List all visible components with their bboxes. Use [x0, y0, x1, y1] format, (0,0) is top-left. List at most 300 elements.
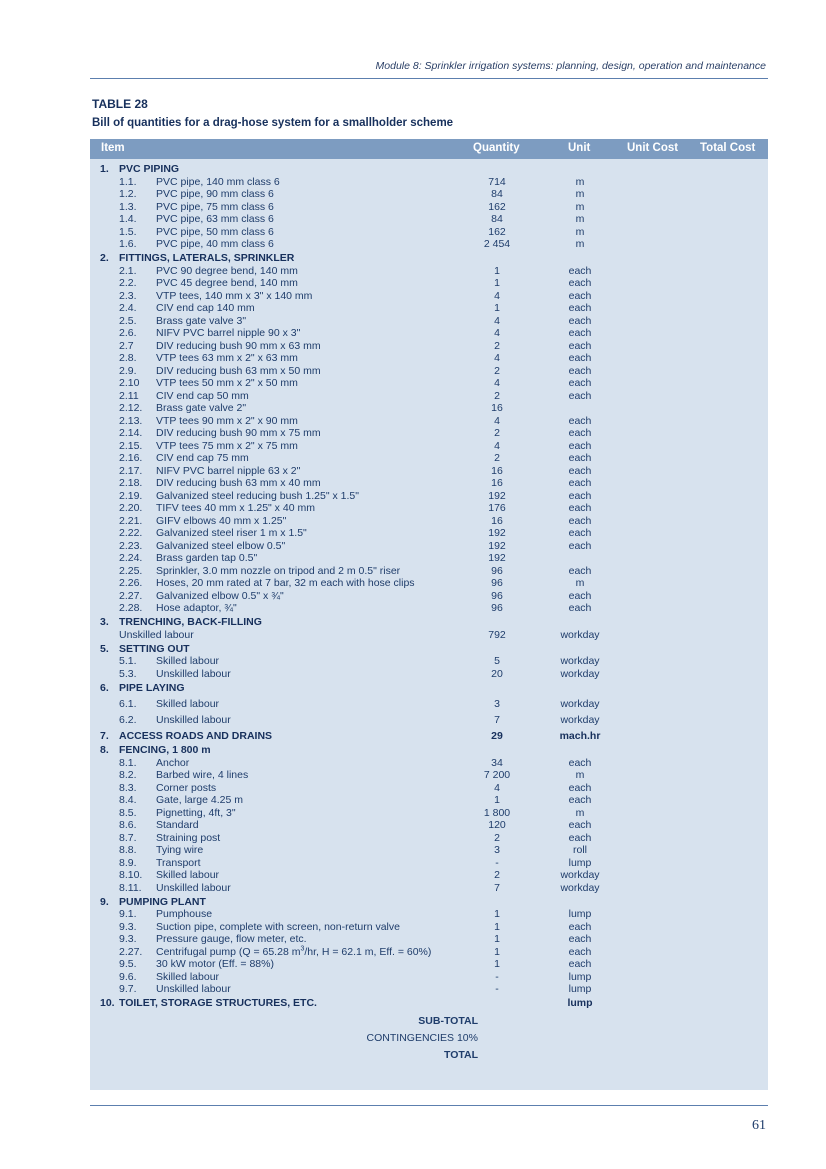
- row-quantity: 96: [491, 564, 503, 577]
- table-row: [90, 971, 768, 984]
- section-quantity: 29: [491, 730, 503, 742]
- row-unit: workday: [560, 714, 600, 726]
- row-number: 2.27.: [119, 945, 143, 958]
- table-row: [90, 390, 768, 403]
- row-number: 2.2.: [119, 277, 137, 289]
- table-row: [90, 452, 768, 465]
- row-unit: m: [575, 213, 585, 225]
- table-row: [90, 188, 768, 201]
- row-unit: each: [568, 352, 592, 364]
- row-number: 9.1.: [119, 908, 137, 920]
- row-description: GIFV elbows 40 mm x 1.25": [156, 514, 287, 527]
- table-row: [90, 277, 768, 290]
- table-row: [90, 515, 768, 528]
- section-heading: [90, 730, 768, 743]
- row-quantity: 84: [491, 213, 503, 225]
- row-quantity: 1: [494, 920, 500, 933]
- table-row: [90, 655, 768, 668]
- row-unit: each: [568, 819, 592, 831]
- row-unit: workday: [560, 628, 600, 641]
- section-number: 6.: [100, 681, 109, 694]
- row-number: 8.5.: [119, 806, 137, 819]
- row-unit: each: [568, 831, 592, 844]
- row-number: 2.17.: [119, 464, 143, 477]
- row-description: Skilled labour: [156, 869, 220, 881]
- row-quantity: 2: [494, 452, 500, 464]
- row-number: 2.19.: [119, 489, 143, 502]
- section-title: SETTING OUT: [119, 642, 190, 655]
- row-unit: each: [568, 314, 592, 327]
- row-quantity: 4: [494, 414, 500, 427]
- row-description: [156, 946, 431, 959]
- row-unit: m: [575, 175, 585, 188]
- row-number: 2.3.: [119, 289, 137, 302]
- table-row: [90, 265, 768, 278]
- row-number: 2.28.: [119, 602, 143, 614]
- table-row: [90, 226, 768, 239]
- row-description: Hoses, 20 mm rated at 7 bar, 32 m each with hose clips: [156, 577, 415, 589]
- row-number: 2.15.: [119, 439, 143, 452]
- row-description: Anchor: [156, 756, 190, 769]
- row-number: 8.11.: [119, 881, 142, 894]
- table-row: [90, 712, 768, 729]
- row-quantity: 1: [494, 794, 500, 806]
- table-row: [90, 819, 768, 832]
- header-item: Item: [101, 142, 125, 154]
- row-quantity: 162: [488, 225, 506, 238]
- row-quantity: 2: [494, 339, 500, 352]
- row-description: PVC pipe, 140 mm class 6: [156, 175, 280, 188]
- row-number: 2.12.: [119, 402, 143, 414]
- row-unit: each: [568, 920, 592, 933]
- row-description: NIFV PVC barrel nipple 63 x 2": [156, 464, 301, 477]
- row-unit: each: [568, 958, 592, 970]
- row-quantity: 120: [488, 819, 506, 831]
- row-number: 1.6.: [119, 238, 137, 250]
- row-description: PVC pipe, 40 mm class 6: [156, 238, 274, 250]
- row-number: 1.1.: [119, 175, 137, 188]
- row-number: 8.1.: [119, 756, 137, 769]
- section-title: PUMPING PLANT: [119, 895, 206, 908]
- row-description: Unskilled labour: [156, 667, 231, 680]
- section-heading: [90, 163, 768, 176]
- row-quantity: 4: [494, 327, 500, 339]
- page-number: 61: [752, 1118, 766, 1133]
- table-row: [90, 946, 768, 959]
- row-quantity: -: [495, 970, 499, 983]
- row-description: DIV reducing bush 63 mm x 50 mm: [156, 364, 321, 377]
- totals-row-subtotal: [90, 1013, 768, 1030]
- section-title: TOILET, STORAGE STRUCTURES, ETC.: [119, 997, 317, 1009]
- table-row: [90, 465, 768, 478]
- row-description: DIV reducing bush 90 mm x 75 mm: [156, 427, 321, 439]
- section-title: PIPE LAYING: [119, 681, 185, 694]
- row-description: PVC 45 degree bend, 140 mm: [156, 277, 298, 289]
- table-row: [90, 869, 768, 882]
- row-unit: each: [568, 452, 592, 464]
- row-number: 2.9.: [119, 364, 137, 377]
- row-quantity: 192: [488, 489, 506, 502]
- row-unit: m: [575, 577, 585, 589]
- table-row: [90, 590, 768, 603]
- row-quantity: 2: [494, 831, 500, 844]
- table-row: [90, 540, 768, 553]
- row-unit: each: [568, 302, 592, 314]
- row-number: 2.13.: [119, 414, 143, 427]
- row-description: VTP tees, 140 mm x 3" x 140 mm: [156, 289, 313, 302]
- row-description: Unskilled labour: [156, 714, 231, 726]
- row-description: Galvanized steel reducing bush 1.25" x 1.5": [156, 489, 359, 502]
- row-description: Unskilled labour: [119, 628, 194, 641]
- row-description: Unskilled labour: [156, 983, 231, 995]
- desc-part: /hr, H = 62.1 m, Eff. = 60%): [304, 945, 432, 958]
- desc-part: Centrifugal pump (Q = 65.28 m: [156, 945, 301, 958]
- row-number: 2.10: [119, 377, 140, 389]
- bottom-rule: [90, 1105, 768, 1106]
- section-number: 3.: [100, 616, 109, 628]
- row-number: 8.10.: [119, 869, 143, 881]
- row-quantity: 96: [491, 577, 503, 589]
- row-quantity: 16: [491, 464, 503, 477]
- row-description: CIV end cap 140 mm: [156, 302, 255, 314]
- row-quantity: 1: [494, 277, 500, 289]
- row-number: 6.1.: [119, 697, 137, 710]
- header-unit: Unit: [568, 142, 591, 154]
- row-number: 2.16.: [119, 452, 143, 464]
- row-description: Unskilled labour: [156, 881, 231, 894]
- table-row: [90, 415, 768, 428]
- section-number: 1.: [100, 163, 109, 175]
- section-title: FITTINGS, LATERALS, SPRINKLER: [119, 252, 295, 264]
- row-quantity: 714: [488, 175, 506, 188]
- row-quantity: 4: [494, 781, 500, 794]
- table-row: [90, 502, 768, 515]
- row-unit: each: [568, 377, 592, 389]
- table-row: [90, 857, 768, 870]
- row-description: 30 kW motor (Eff. = 88%): [156, 958, 274, 970]
- row-description: PVC pipe, 75 mm class 6: [156, 200, 274, 213]
- table-row: [90, 302, 768, 315]
- row-number: 2.8.: [119, 352, 137, 364]
- table-row: [90, 315, 768, 328]
- row-quantity: 84: [491, 188, 503, 200]
- row-description: Sprinkler, 3.0 mm nozzle on tripod and 2 m 0.5" riser: [156, 564, 401, 577]
- row-description: Brass gate valve 2": [156, 402, 247, 414]
- table-row: [90, 213, 768, 226]
- row-quantity: 7: [494, 881, 500, 894]
- row-description: CIV end cap 75 mm: [156, 452, 249, 464]
- row-unit: each: [568, 502, 592, 514]
- row-quantity: 20: [491, 667, 503, 680]
- row-unit: each: [568, 439, 592, 452]
- row-description: Suction pipe, complete with screen, non-return valve: [156, 920, 400, 933]
- row-unit: m: [575, 200, 585, 213]
- row-description: NIFV PVC barrel nipple 90 x 3": [156, 327, 301, 339]
- row-description: TIFV tees 40 mm x 1.25" x 40 mm: [156, 502, 315, 514]
- row-description: Tying wire: [156, 844, 204, 856]
- row-unit: each: [568, 339, 592, 352]
- row-number: 9.3.: [119, 920, 137, 933]
- row-unit: each: [568, 756, 592, 769]
- row-number: 8.7.: [119, 831, 137, 844]
- row-description: Barbed wire, 4 lines: [156, 769, 249, 781]
- row-number: 8.2.: [119, 769, 137, 781]
- row-number: 2.18.: [119, 477, 143, 489]
- row-quantity: 2: [494, 389, 500, 402]
- section-number: 8.: [100, 744, 109, 756]
- table-row: [90, 832, 768, 845]
- row-quantity: 3: [494, 844, 500, 856]
- row-quantity: 4: [494, 439, 500, 452]
- row-quantity: 2: [494, 427, 500, 439]
- row-quantity: 162: [488, 200, 506, 213]
- table-row: [90, 696, 768, 713]
- row-quantity: 1: [494, 933, 500, 945]
- row-unit: workday: [560, 697, 600, 710]
- row-quantity: 3: [494, 697, 500, 710]
- row-quantity: 792: [488, 628, 506, 641]
- row-quantity: 16: [491, 402, 503, 414]
- row-quantity: 176: [488, 502, 506, 514]
- totals-label-contingencies: CONTINGENCIES 10%: [366, 1031, 478, 1044]
- table-row: [90, 365, 768, 378]
- row-quantity: 7: [494, 714, 500, 726]
- row-description: CIV end cap 50 mm: [156, 389, 249, 402]
- row-number: 9.6.: [119, 970, 137, 983]
- table-row: [90, 794, 768, 807]
- row-number: 5.3.: [119, 667, 137, 680]
- row-unit: workday: [560, 667, 600, 680]
- row-number: 2.5.: [119, 314, 137, 327]
- table-row: [90, 290, 768, 303]
- row-unit: m: [575, 806, 585, 819]
- table-row: [90, 552, 768, 565]
- row-unit: each: [568, 277, 592, 289]
- table-row: [90, 983, 768, 996]
- row-quantity: 2: [494, 364, 500, 377]
- totals-row-total: [90, 1047, 768, 1064]
- row-quantity: 96: [491, 602, 503, 614]
- row-description: VTP tees 75 mm x 2" x 75 mm: [156, 439, 298, 452]
- row-unit: each: [568, 427, 592, 439]
- row-number: 5.1.: [119, 655, 137, 667]
- table-row: [90, 238, 768, 251]
- row-number: 8.9.: [119, 856, 137, 869]
- row-description: Skilled labour: [156, 697, 220, 710]
- row-number: 8.8.: [119, 844, 137, 856]
- table-row: [90, 958, 768, 971]
- row-unit: each: [568, 289, 592, 302]
- table-row: [90, 782, 768, 795]
- row-number: 9.3.: [119, 933, 137, 945]
- row-quantity: 7 200: [483, 769, 511, 781]
- row-quantity: 1: [494, 302, 500, 314]
- table-row: [90, 477, 768, 490]
- section-number: 9.: [100, 895, 109, 908]
- row-description: Galvanized steel riser 1 m x 1.5": [156, 527, 307, 539]
- section-heading: [90, 616, 768, 629]
- row-description: DIV reducing bush 63 mm x 40 mm: [156, 477, 321, 489]
- table-header-row: [90, 139, 768, 159]
- row-quantity: 16: [491, 514, 503, 527]
- row-quantity: 1 800: [483, 806, 511, 819]
- row-unit: each: [568, 527, 592, 539]
- table-row: [90, 527, 768, 540]
- section-heading: [90, 682, 768, 696]
- row-number: 2.1.: [119, 264, 137, 277]
- row-unit: each: [568, 945, 592, 958]
- row-number: 2.11: [119, 389, 139, 402]
- row-quantity: 4: [494, 314, 500, 327]
- section-number: 2.: [100, 252, 109, 264]
- section-title: PVC PIPING: [119, 163, 180, 175]
- row-unit: each: [568, 564, 592, 577]
- table-row: [90, 377, 768, 390]
- row-description: VTP tees 50 mm x 2" x 50 mm: [156, 377, 298, 389]
- section-heading: [90, 896, 768, 909]
- row-description: PVC pipe, 63 mm class 6: [156, 213, 274, 225]
- row-quantity: 2: [494, 869, 500, 881]
- row-unit: workday: [560, 655, 600, 667]
- row-number: 2.23.: [119, 539, 143, 552]
- table-label: TABLE 28: [92, 97, 148, 111]
- table-row: [90, 327, 768, 340]
- row-unit: workday: [560, 881, 600, 894]
- table-row: [90, 668, 768, 681]
- row-unit: each: [568, 794, 592, 806]
- row-number: 1.5.: [119, 225, 137, 238]
- row-unit: each: [568, 264, 592, 277]
- row-quantity: 192: [488, 552, 506, 564]
- row-description: Galvanized elbow 0.5" x ¾": [156, 589, 284, 602]
- section-heading: [90, 643, 768, 656]
- row-unit: each: [568, 589, 592, 602]
- section-title: ACCESS ROADS AND DRAINS: [119, 730, 273, 742]
- row-number: 2.24.: [119, 552, 143, 564]
- row-description: Transport: [156, 856, 201, 869]
- row-description: Skilled labour: [156, 970, 220, 983]
- row-quantity: 1: [494, 264, 500, 277]
- row-description: Brass garden tap 0.5": [156, 552, 258, 564]
- row-description: Straining post: [156, 831, 221, 844]
- row-number: 2.22.: [119, 527, 143, 539]
- table-row: [90, 629, 768, 642]
- row-number: 9.5.: [119, 958, 137, 970]
- row-quantity: 4: [494, 377, 500, 389]
- totals-row-contingencies: [90, 1030, 768, 1047]
- row-quantity: 4: [494, 289, 500, 302]
- table-row: [90, 882, 768, 895]
- row-description: Standard: [156, 819, 199, 831]
- row-unit: each: [568, 514, 592, 527]
- table-row: [90, 352, 768, 365]
- row-unit: each: [568, 781, 592, 794]
- header-unit-cost: Unit Cost: [627, 142, 679, 154]
- row-description: Pumphouse: [156, 908, 213, 920]
- row-quantity: -: [495, 856, 499, 869]
- row-quantity: 192: [488, 539, 506, 552]
- row-description: VTP tees 90 mm x 2" x 90 mm: [156, 414, 298, 427]
- table-row: [90, 807, 768, 820]
- table-row: [90, 921, 768, 934]
- table-row: [90, 908, 768, 921]
- row-description: PVC pipe, 50 mm class 6: [156, 225, 274, 238]
- row-quantity: 5: [494, 655, 500, 667]
- row-description: Hose adaptor, ¾": [156, 602, 237, 614]
- row-quantity: 4: [494, 352, 500, 364]
- row-unit: lump: [568, 983, 592, 995]
- table-row: [90, 340, 768, 353]
- table-body: [90, 163, 768, 1064]
- row-number: 2.6.: [119, 327, 137, 339]
- row-description: Brass gate valve 3": [156, 314, 247, 327]
- section-unit: mach.hr: [559, 730, 601, 742]
- row-number: 1.2.: [119, 188, 137, 200]
- header-total-cost: Total Cost: [700, 142, 756, 154]
- row-unit: each: [568, 602, 592, 614]
- section-number: 5.: [100, 642, 109, 655]
- row-unit: m: [575, 769, 585, 781]
- section-unit: lump: [567, 997, 593, 1009]
- row-unit: lump: [568, 908, 592, 920]
- row-unit: each: [568, 933, 592, 945]
- row-unit: each: [568, 477, 592, 489]
- running-header: Module 8: Sprinkler irrigation systems: planning, design, operation and maintenance: [375, 60, 766, 72]
- section-heading: [90, 252, 768, 265]
- row-unit: m: [575, 225, 585, 238]
- table-row: [90, 577, 768, 590]
- row-number: 2.21.: [119, 514, 143, 527]
- desc-superscript: 3: [300, 945, 305, 952]
- row-unit: lump: [568, 856, 592, 869]
- row-description: Gate, large 4.25 m: [156, 794, 243, 806]
- table-row: [90, 402, 768, 415]
- row-unit: m: [575, 238, 585, 250]
- row-number: 6.2.: [119, 714, 137, 726]
- row-number: 1.4.: [119, 213, 137, 225]
- row-description: Galvanized steel elbow 0.5": [156, 539, 286, 552]
- row-number: 2.7: [119, 339, 134, 352]
- row-quantity: 16: [491, 477, 503, 489]
- row-unit: m: [575, 188, 585, 200]
- totals-label-total: TOTAL: [443, 1048, 478, 1061]
- table-row: [90, 490, 768, 503]
- row-unit: each: [568, 364, 592, 377]
- table-row: [90, 176, 768, 189]
- row-number: 2.4.: [119, 302, 137, 314]
- row-unit: roll: [572, 844, 587, 856]
- row-unit: each: [568, 327, 592, 339]
- row-quantity: 1: [494, 945, 500, 958]
- row-quantity: 2 454: [483, 238, 511, 250]
- row-description: Pressure gauge, flow meter, etc.: [156, 933, 307, 945]
- table-row: [90, 769, 768, 782]
- row-number: 9.7.: [119, 983, 137, 995]
- section-heading: [90, 997, 768, 1010]
- row-quantity: 96: [491, 589, 503, 602]
- row-number: 2.27.: [119, 589, 143, 602]
- row-description: Skilled labour: [156, 655, 220, 667]
- table-row: [90, 565, 768, 578]
- row-number: 2.14.: [119, 427, 143, 439]
- row-number: 2.26.: [119, 577, 143, 589]
- section-number: 7.: [100, 730, 109, 742]
- row-unit: each: [568, 389, 592, 402]
- top-rule: [90, 78, 768, 79]
- section-heading: [90, 744, 768, 757]
- row-unit: lump: [568, 970, 592, 983]
- row-description: PVC pipe, 90 mm class 6: [156, 188, 274, 200]
